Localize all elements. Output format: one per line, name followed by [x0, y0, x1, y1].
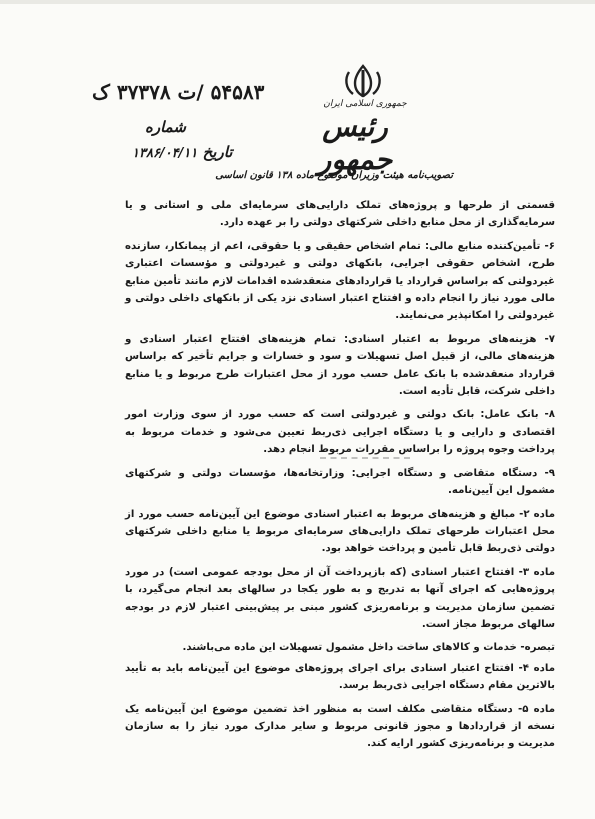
letterhead: [0, 0, 595, 200]
date-field: [132, 143, 232, 161]
country-name: جمهوری اسلامی ایران: [323, 99, 407, 109]
document-body: [125, 197, 555, 759]
paragraph: ۶- تأمین‌کننده منابع مالی: تمام اشخاص حقیقی و یا حقوقی، اعم از پیمانکار، سازنده طرح، اشخاص حقوقی اجرایی، بانکهای دولتی و غیردولتی و مؤسسات اعتباری غیردولتی که براساس قرارداد یا قراردادهای منعقدشده اقدامات لازم مانند تأمین منابع مالی مورد نیاز را انجام داده و افتتاح اعتبار اسنادی نزد یکی از بانکهای داخلی دولتی و غیردولتی را امکانپذیر می‌نمایند.: [125, 240, 555, 322]
reference-number: ۵۴۵۸۳ /ت ۳۷۳۷۸ ک: [92, 80, 265, 104]
stamp-mark: [320, 445, 410, 459]
paragraph: ۸- بانک عامل: بانک دولتی و غیردولتی است که حسب مورد از سوی وزارت امور اقتصادی و دارایی و یا دستگاه اجرایی ذی‌ربط تعیین می‌شود و خدمات مربوط به پرداخت وجوه پروژه را براساس مقررات مربوط انجام دهد.: [125, 409, 555, 456]
paragraph: ماده ۴- افتتاح اعتبار اسنادی برای اجرای پروژه‌های موضوع این آیین‌نامه باید به تأیید بالاترین مقام دستگاه اجرایی ذی‌ربط برسد.: [125, 662, 556, 692]
paragraph: قسمتی از طرحها و پروژه‌های تملک دارایی‌های سرمایه‌ای ملی و استانی و یا سرمایه‌گذاری از محل منابع داخلی شرکتهای دولتی را بر عهده دارد.: [125, 200, 555, 229]
paragraph: تبصره- خدمات و کالاهای ساخت داخل مشمول تسهیلات این ماده می‌باشند.: [182, 642, 555, 654]
iran-emblem-icon: [343, 64, 383, 98]
paragraph: ماده ۵- دستگاه متقاضی مکلف است به منظور اخذ تضمین موضوع این آیین‌نامه یک نسخه از قراردادها و مجوز قانونی مربوط و سایر مدارک مورد نیاز را به سازمان مدیریت و برنامه‌ریزی کشور ارایه کند.: [125, 703, 555, 750]
number-label: شماره: [145, 118, 186, 136]
date-value: ۱۳۸۶/۰۴/۱۱: [132, 146, 198, 161]
paragraph: ۷- هزینه‌های مربوط به اعتبار اسنادی: تمام هزینه‌های افتتاح اعتبار اسنادی و هزینه‌های مالی، از قبیل اصل تسهیلات و سود و خسارات و جرایم تأخیر که براساس قرارداد منعقدشده با بانک عامل حسب مورد از محل اعتبارات طرح مربوط و یا منابع داخلی شرکت، قابل تأدیه است.: [125, 333, 555, 398]
date-label: تاریخ: [202, 143, 233, 161]
paragraph: ۹- دستگاه متقاضی و دستگاه اجرایی: وزارتخانه‌ها، مؤسسات دولتی و شرکتهای مشمول این آیین‌نامه.: [125, 467, 555, 497]
paragraph: ماده ۲- مبالغ و هزینه‌های مربوط به اعتبار اسنادی موضوع این آیین‌نامه حسب مورد از محل اعتبارات طرحهای تملک دارایی‌های سرمایه‌ای مربوط یا منابع داخلی شرکتهای دولتی ذی‌ربط قابل تأمین و پرداخت خواهد بود.: [125, 508, 556, 555]
paragraph: ماده ۳- افتتاح اعتبار اسنادی (که بازپرداخت آن از محل بودجه عمومی است) در مورد پروژه‌هایی که اجرای آنها به تدریج و به طور یکجا در سالهای بعد انجام می‌گیرد، با تضمین سازمان مدیریت و برنامه‌ریزی کشور مبنی بر پیش‌بینی اعتبار لازم در بودجه سالهای مربوط مجاز است.: [125, 566, 556, 630]
page-title: رئیس جمهور: [317, 110, 393, 176]
document-subtitle: تصویب‌نامه هیئت وزیران موضوع ماده ۱۳۸ قانون اساسی: [215, 170, 453, 181]
